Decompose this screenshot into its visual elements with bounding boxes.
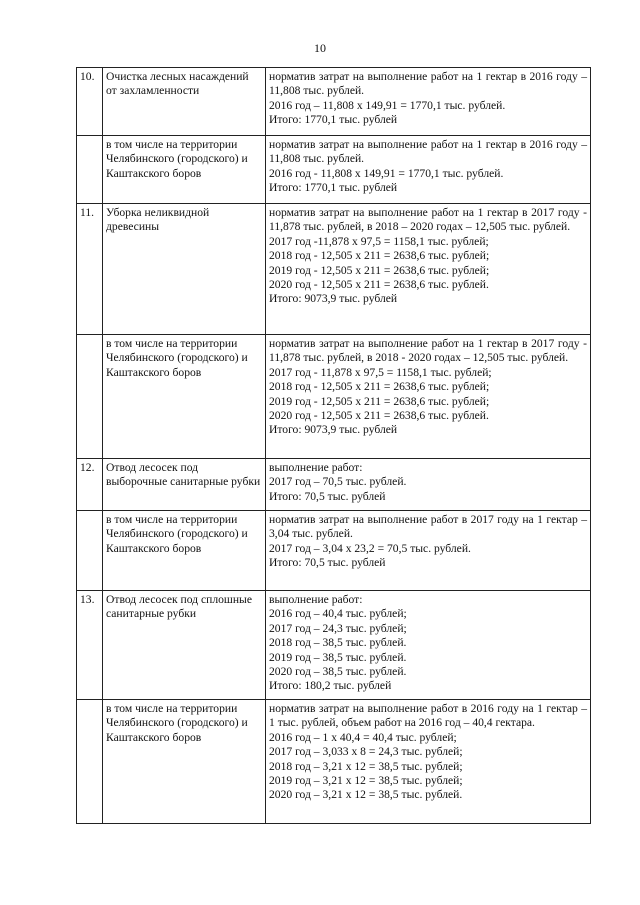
cost-description [266, 136, 591, 204]
work-name: Уборка неликвидной древесины [103, 204, 266, 335]
cost-line: 2017 год – 3,04 х 23,2 = 70,5 тыс. рублей. [269, 541, 471, 555]
cost-line: 2018 год – 3,21 х 12 = 38,5 тыс. рублей; [269, 759, 463, 773]
cost-line: 2019 год – 3,21 х 12 = 38,5 тыс. рублей; [269, 774, 463, 788]
cost-description [266, 68, 591, 136]
cost-norm-text: норматив затрат на выполнение работ на 1 гектар в 2016 году – 11,808 тыс. рублей. [269, 138, 587, 166]
work-name: Очистка лесных насаждений от захламленности [103, 68, 266, 136]
cost-line: 2017 год -11,878 х 97,5 = 1158,1 тыс. рублей; [269, 234, 489, 248]
table-row [77, 335, 591, 459]
cost-line: 2017 год – 70,5 тыс. рублей. [269, 475, 407, 489]
cost-line: 2018 год - 12,505 х 211 = 2638,6 тыс. рублей; [269, 380, 490, 394]
cost-line: 2020 год - 12,505 х 211 = 2638,6 тыс. рублей. [269, 409, 489, 423]
cost-line: 2020 год - 12,505 х 211 = 2638,6 тыс. рублей. [269, 278, 489, 292]
cost-description [266, 335, 591, 459]
cost-line: 2020 год – 38,5 тыс. рублей. [269, 665, 407, 679]
cost-description [266, 591, 591, 700]
cost-line: Итого: 70,5 тыс. рублей [269, 556, 386, 570]
work-name: в том числе на территории Челябинского (городского) и Каштакского боров [103, 136, 266, 204]
row-number: 12. [77, 459, 103, 511]
page-number: 10 [314, 41, 326, 55]
cost-line: Итого: 1770,1 тыс. рублей [269, 181, 398, 195]
cost-norm-text: норматив затрат на выполнение работ на 1 гектар в 2017 году - 11,878 тыс. рублей, в 2018 - 2020 годах – 12,505 тыс. рублей. [269, 337, 587, 365]
cost-line: 2017 год – 3,033 х 8 = 24,3 тыс. рублей; [269, 745, 463, 759]
cost-line: 2018 год – 38,5 тыс. рублей. [269, 636, 407, 650]
work-name: в том числе на территории Челябинского (городского) и Каштакского боров [103, 700, 266, 824]
cost-norm-text: норматив затрат на выполнение работ в 2016 году на 1 гектар – 1 тыс. рублей, объем работ на 2016 год – 40,4 гектара. [269, 702, 587, 730]
table-row [77, 68, 591, 136]
cost-line: 2019 год – 38,5 тыс. рублей. [269, 650, 407, 664]
cost-norm-text: выполнение работ: [269, 593, 363, 606]
cost-line: 2019 год - 12,505 х 211 = 2638,6 тыс. рублей; [269, 394, 490, 408]
cost-line: 2018 год - 12,505 х 211 = 2638,6 тыс. рублей; [269, 249, 490, 263]
work-name: Отвод лесосек под выборочные санитарные рубки [103, 459, 266, 511]
cost-line: 2017 год - 11,878 х 97,5 = 1158,1 тыс. рублей; [269, 365, 492, 379]
table-row [77, 459, 591, 511]
cost-line: 2016 год – 40,4 тыс. рублей; [269, 607, 407, 621]
cost-description [266, 204, 591, 335]
row-number: 10. [77, 68, 103, 136]
cost-description [266, 700, 591, 824]
cost-line: 2017 год – 24,3 тыс. рублей; [269, 621, 407, 635]
row-number [77, 511, 103, 591]
row-number [77, 136, 103, 204]
cost-line: 2016 год – 11,808 х 149,91 = 1770,1 тыс. рублей. [269, 98, 506, 112]
work-name: Отвод лесосек под сплошные санитарные рубки [103, 591, 266, 700]
cost-norm-text: выполнение работ: [269, 461, 363, 474]
work-name: в том числе на территории Челябинского (городского) и Каштакского боров [103, 335, 266, 459]
cost-norm-text: норматив затрат на выполнение работ на 1 гектар в 2017 году - 11,878 тыс. рублей, в 2018 – 2020 годах – 12,505 тыс. рублей. [269, 206, 587, 234]
cost-line: 2019 год - 12,505 х 211 = 2638,6 тыс. рублей; [269, 263, 490, 277]
cost-line: 2016 год – 1 х 40,4 = 40,4 тыс. рублей; [269, 730, 457, 744]
table-row [77, 136, 591, 204]
cost-line: Итого: 180,2 тыс. рублей [269, 679, 392, 693]
cost-line: Итого: 9073,9 тыс. рублей [269, 423, 398, 437]
cost-line: Итого: 9073,9 тыс. рублей [269, 292, 398, 306]
cost-norm-text: норматив затрат на выполнение работ в 2017 году на 1 гектар – 3,04 тыс. рублей. [269, 513, 587, 541]
cost-line: Итого: 70,5 тыс. рублей [269, 489, 386, 503]
table-row [77, 204, 591, 335]
table-row [77, 591, 591, 700]
cost-norm-text: норматив затрат на выполнение работ на 1 гектар в 2016 году – 11,808 тыс. рублей. [269, 70, 587, 98]
expense-table [76, 67, 591, 824]
row-number: 11. [77, 204, 103, 335]
work-name: в том числе на территории Челябинского (городского) и Каштакского боров [103, 511, 266, 591]
row-number [77, 335, 103, 459]
table-row [77, 511, 591, 591]
row-number [77, 700, 103, 824]
cost-line: Итого: 1770,1 тыс. рублей [269, 113, 398, 127]
cost-line: 2020 год – 3,21 х 12 = 38,5 тыс. рублей. [269, 788, 463, 802]
cost-description [266, 511, 591, 591]
table-row [77, 700, 591, 824]
cost-description [266, 459, 591, 511]
row-number: 13. [77, 591, 103, 700]
cost-line: 2016 год - 11,808 х 149,91 = 1770,1 тыс. рублей. [269, 166, 504, 180]
